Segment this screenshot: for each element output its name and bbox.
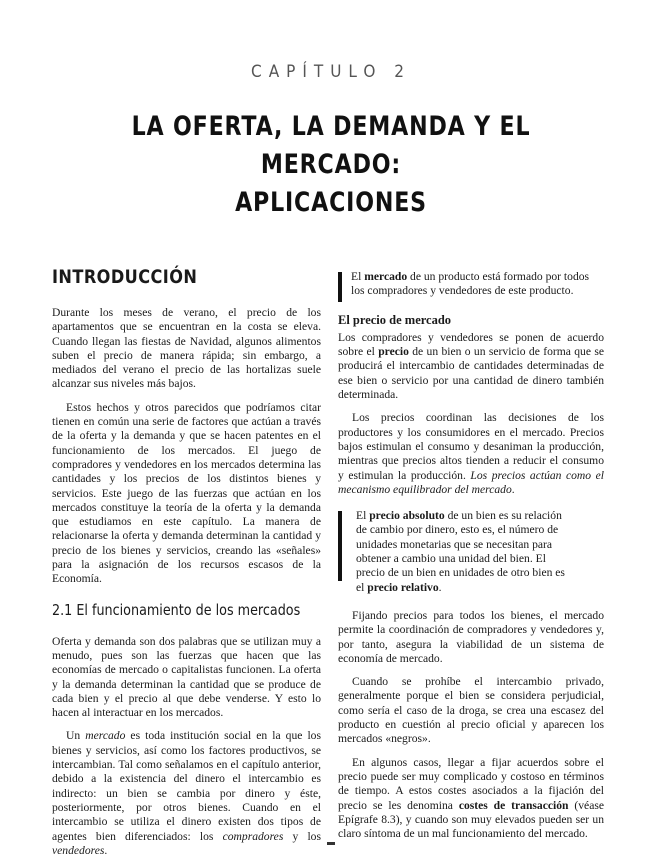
section-paragraph-2 <box>52 729 321 858</box>
text-run: de un producto está formado por todos los compradores y vendedores de este producto. <box>351 270 590 298</box>
precio-paragraph-2 <box>338 411 604 497</box>
term-costes-transaccion: costes de transacción <box>458 798 569 812</box>
definition-mercado-text <box>351 270 604 299</box>
precio-paragraph-4: Cuando se prohíbe el intercambio privado, generalmente porque el bien se considera perjudicial, como sería el caso de la droga, se crea una escasez del producto en cuestión al precio oficial y aparecen los mercados «negros». <box>338 675 604 746</box>
intro-paragraph-2: Estos hechos y otros parecidos que podríamos citar tienen en común una serie de factores que actúan a través de la oferta y la demanda y que se hacen patentes en el funcionamiento de los mercados. El juego de compradores y vendedores en los mercados determina las cantidades y los precios de los distintos bienes y servicios. Este juego de las fuerzas que actúan en los mercados constituye la teoría de la oferta y la demanda que estudiamos en este capítulo. La manera de relacionarse la oferta y demanda determinan la cantidad y precio de los bienes y servicios, creando las «señales» para la asignación de los recursos escasos de la Economía. <box>52 400 321 586</box>
definition-box-precio-absoluto <box>338 509 604 595</box>
text-run: de un bien o un servicio de forma que se producirá el intercambio de cantidades determinadas de ese bien o servicio por una cantidad de dinero también determinada. <box>338 345 604 402</box>
right-column <box>338 270 604 841</box>
chapter-title <box>109 108 553 222</box>
definition-bar <box>338 511 342 581</box>
left-column <box>52 266 321 858</box>
text-run: es toda institución social en la que los bienes y servicios, así como los factores productivos, se intercambian. Tal como señalamos en el capítulo anterior, debido a la existencia del dinero el intercambio es indirecto: un bien se cambia por dinero y éste, posteriormente, por otros bienes. Cuando en el intercambio se utiliza el dinero existen dos tipos de agentes bien diferenciados: los <box>52 729 321 843</box>
text-run: (véase Epígrafe 8.3), y cuando son muy elevados pueden ser un claro síntoma de un mal funcionamiento del mercado. <box>338 798 605 841</box>
term-precio-absoluto: precio absoluto <box>369 509 445 523</box>
text-run: En algunos casos, llegar a fijar acuerdos sobre el precio puede ser muy complicado y costoso en términos de tiempo. A estos costes asociados a la fijación del precio se les denomina <box>338 755 604 812</box>
text-run: Los compradores y vendedores se ponen de acuerdo sobre el <box>338 330 604 359</box>
precio-paragraph-5 <box>338 756 604 842</box>
text-run: y los <box>283 829 321 843</box>
term-compradores: compradores <box>222 829 284 843</box>
text-run: de un bien es su relación de cambio por dinero, esto es, el número de unidades monetarias que se necesitan para obtener a cambio una unidad del bien. El precio de un bien en unidades de otro bien es el <box>356 509 565 594</box>
text-run: . <box>511 482 515 496</box>
text-run: Un <box>66 729 86 743</box>
text-run: Los precios coordinan las decisiones de los productores y los consumidores en el mercado. Precios bajos estimulan el consumo y desaniman la producción, mientras que precios altos tienden a reducir el consumo y estimulan la producción. <box>338 411 604 482</box>
section-paragraph-1: Oferta y demanda son dos palabras que se utilizan muy a menudo, pues son las fuerzas que hacen que las economías de mercado o capitalistas funcionen. La oferta y la demanda determinan la cantidad que se produce de cada bien y el precio al que debe venderse. Y esto lo hacen al interactuar en los mercados. <box>52 634 321 720</box>
section-heading: 2.1 El funcionamiento de los mercados <box>52 600 301 619</box>
chapter-title-line-1: LA OFERTA, LA DEMANDA Y EL MERCADO: <box>131 111 531 180</box>
text-run: El <box>351 270 365 283</box>
introduction-heading: INTRODUCCIÓN <box>52 266 198 288</box>
term-precio: precio <box>378 345 409 359</box>
precio-paragraph-3: Fijando precios para todos los bienes, el mercado permite la coordinación de compradores y vendedores y, por tanto, asegura la viabilidad de un sistema de economía de mercado. <box>338 608 604 665</box>
term-precio-relativo: precio relativo <box>367 580 439 594</box>
term-mercado: mercado <box>85 729 126 743</box>
text-run: . <box>104 843 108 857</box>
definition-precio-text <box>356 509 574 595</box>
precio-paragraph-1 <box>338 331 604 402</box>
text-run: . <box>438 580 442 594</box>
definition-bar <box>338 272 342 302</box>
text-run: El <box>356 509 370 523</box>
definition-box-mercado <box>338 270 604 299</box>
italic-statement: Los precios actúan como el mecanismo equilibrador del mercado <box>338 468 604 496</box>
chapter-label: CAPÍTULO 2 <box>251 62 411 82</box>
term-mercado-bold: mercado <box>364 270 408 283</box>
chapter-title-line-2: APLICACIONES <box>235 187 427 218</box>
page-footer-mark <box>327 842 335 845</box>
intro-paragraph-1: Durante los meses de verano, el precio de los apartamentos que se encuentran en la costa se eleva. Cuando llegan las fiestas de Navidad, algunos alimentos suben el precio de manera rápida; sin embargo, a mediados del verano el precio de las hortalizas suele alcanzar sus niveles más bajos. <box>52 306 321 391</box>
term-vendedores: vendedores <box>52 843 105 857</box>
subheading-precio-mercado: El precio de mercado <box>338 312 452 327</box>
